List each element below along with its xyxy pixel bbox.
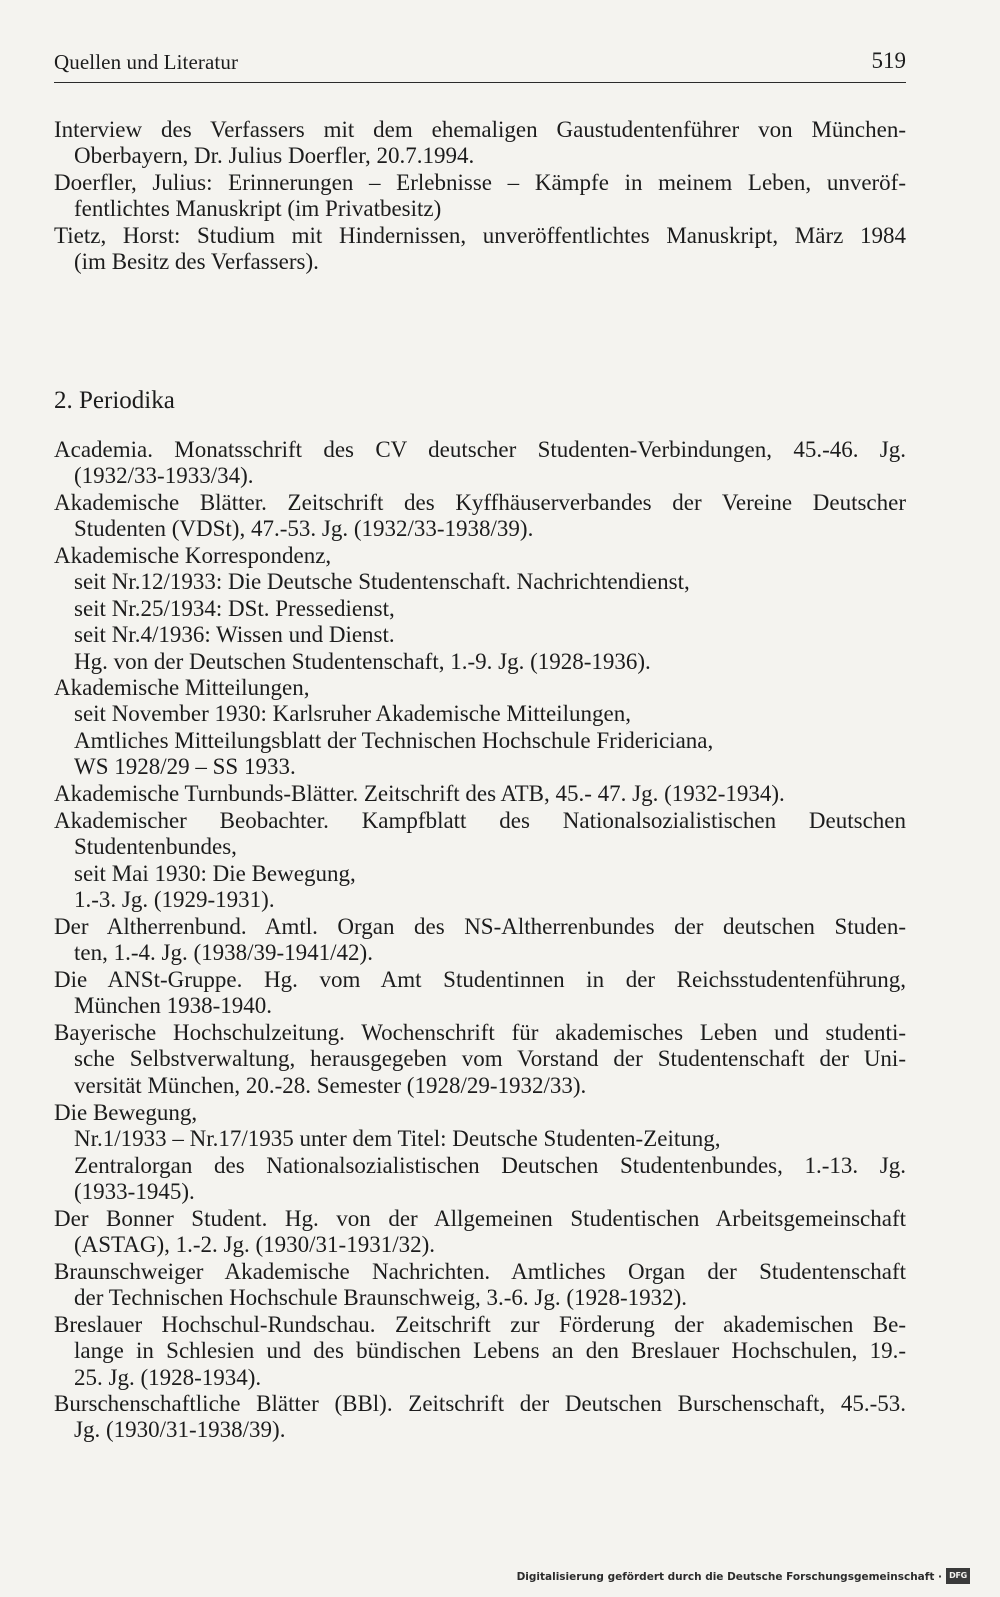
bibliography-entry [54,914,906,967]
entry-line: der Technischen Hochschule Braunschweig, 3.-6. Jg. (1928-1932). [74,1285,688,1311]
entry-line: Akademische Korrespondenz, [54,543,332,568]
entry-line: Nr.1/1933 – Nr.17/1935 unter dem Titel: Deutsche Studenten-Zeitung, [74,1126,721,1152]
entry-line: Akademische Turnbunds-Blätter. Zeitschrift des ATB, 45.- 47. Jg. (1932-1934). [54,781,785,806]
entry-line: (1933-1945). [74,1179,195,1205]
bibliography-entry [54,1391,906,1444]
entry-line: WS 1928/29 – SS 1933. [74,754,296,780]
entry-line: München 1938-1940. [74,993,273,1019]
entry-line: lange in Schlesien und des bündischen Lebens an den Breslauer Hochschulen, 19.- [74,1338,906,1364]
digitization-credit: Digitalisierung gefördert durch die Deutsche Forschungsgemeinschaft · [516,1571,942,1583]
bibliography-entry [54,437,906,490]
entry-line: Oberbayern, Dr. Julius Doerfler, 20.7.1994. [74,143,475,169]
bibliography-entry [54,1312,906,1391]
entry-line: seit Mai 1930: Die Bewegung, [74,860,356,886]
running-head [54,48,906,83]
entry-line: Studentenbundes, [74,834,237,860]
dfg-logo-icon: DFG [946,1568,970,1584]
entry-line: Hg. von der Deutschen Studentenschaft, 1.-9. Jg. (1928-1936). [74,648,651,674]
entry-line: Interview des Verfassers mit dem ehemaligen Gaustudentenführer von München- [54,117,906,142]
bibliography-entry [54,1020,906,1099]
entry-line: Braunschweiger Akademische Nachrichten. Amtliches Organ der Studentenschaft [54,1259,906,1284]
page-number: 519 [871,48,906,73]
bibliography-entry [54,543,906,675]
bibliography-entry [54,117,906,170]
entry-line: Academia. Monatsschrift des CV deutscher Studenten-Verbindungen, 45.-46. Jg. [54,437,906,462]
entry-line: versität München, 20.-28. Semester (1928/29-1932/33). [74,1072,587,1098]
entry-line: Tietz, Horst: Studium mit Hindernissen, unveröffentlichtes Manuskript, März 1984 [54,223,906,248]
section-heading: 2. Periodika [54,387,175,414]
entry-line: Zentralorgan des Nationalsozialistischen Deutschen Studentenbundes, 1.-13. Jg. [74,1152,906,1178]
entry-line: 25. Jg. (1928-1934). [74,1364,262,1390]
entry-line: seit Nr.12/1933: Die Deutsche Studentenschaft. Nachrichtendienst, [74,569,690,595]
entry-line: Akademische Mitteilungen, [54,675,310,700]
entry-line: seit November 1930: Karlsruher Akademische Mitteilungen, [74,701,631,727]
entry-line: Studenten (VDSt), 47.-53. Jg. (1932/33-1938/39). [74,516,534,542]
entry-line: Die ANSt-Gruppe. Hg. vom Amt Studentinnen in der Reichsstudentenführung, [54,967,906,992]
bibliography-entry [54,223,906,276]
entry-line: Der Altherrenbund. Amtl. Organ des NS-Altherrenbundes der deutschen Studen- [54,914,906,939]
entry-line: seit Nr.25/1934: DSt. Pressedienst, [74,595,395,621]
entry-line: seit Nr.4/1936: Wissen und Dienst. [74,622,395,648]
entry-line: Burschenschaftliche Blätter (BBl). Zeitschrift der Deutschen Burschenschaft, 45.-53. [54,1391,906,1416]
entry-line: (im Besitz des Verfassers). [74,249,319,275]
bibliography-entry [54,1100,906,1206]
entry-line: Amtliches Mitteilungsblatt der Technischen Hochschule Fridericiana, [74,727,714,753]
bibliography-entry [54,781,906,807]
bibliography-entry [54,1206,906,1259]
entry-line: (1932/33-1933/34). [74,463,254,489]
bibliography-entry [54,967,906,1020]
entry-line: Die Bewegung, [54,1100,198,1125]
entry-line: Akademischer Beobachter. Kampfblatt des Nationalsozialistischen Deutschen [54,808,906,833]
entry-line: Der Bonner Student. Hg. von der Allgemeinen Studentischen Arbeitsgemeinschaft [54,1206,906,1231]
bibliography-entry [54,808,906,914]
entry-line: Breslauer Hochschul-Rundschau. Zeitschrift zur Förderung der akademischen Be- [54,1312,906,1337]
entry-line: ten, 1.-4. Jg. (1938/39-1941/42). [74,940,373,966]
entry-line: Bayerische Hochschulzeitung. Wochenschrift für akademisches Leben und studenti- [54,1020,906,1045]
entry-line: Akademische Blätter. Zeitschrift des Kyffhäuserverbandes der Vereine Deutscher [54,490,906,515]
bibliography-entry [54,675,906,781]
entry-line: fentlichtes Manuskript (im Privatbesitz) [74,196,442,222]
bibliography-entry [54,170,906,223]
entry-line: (ASTAG), 1.-2. Jg. (1930/31-1931/32). [74,1232,436,1258]
bibliography-entry [54,1259,906,1312]
running-title: Quellen und Literatur [54,50,239,74]
entry-line: sche Selbstverwaltung, herausgegeben vom Vorstand der Studentenschaft der Uni- [74,1046,906,1072]
entry-line: Jg. (1930/31-1938/39). [74,1417,286,1443]
entry-line: 1.-3. Jg. (1929-1931). [74,887,275,913]
entry-line: Doerfler, Julius: Erinnerungen – Erlebnisse – Kämpfe in meinem Leben, unveröf- [54,170,906,195]
bibliography-entry [54,490,906,543]
